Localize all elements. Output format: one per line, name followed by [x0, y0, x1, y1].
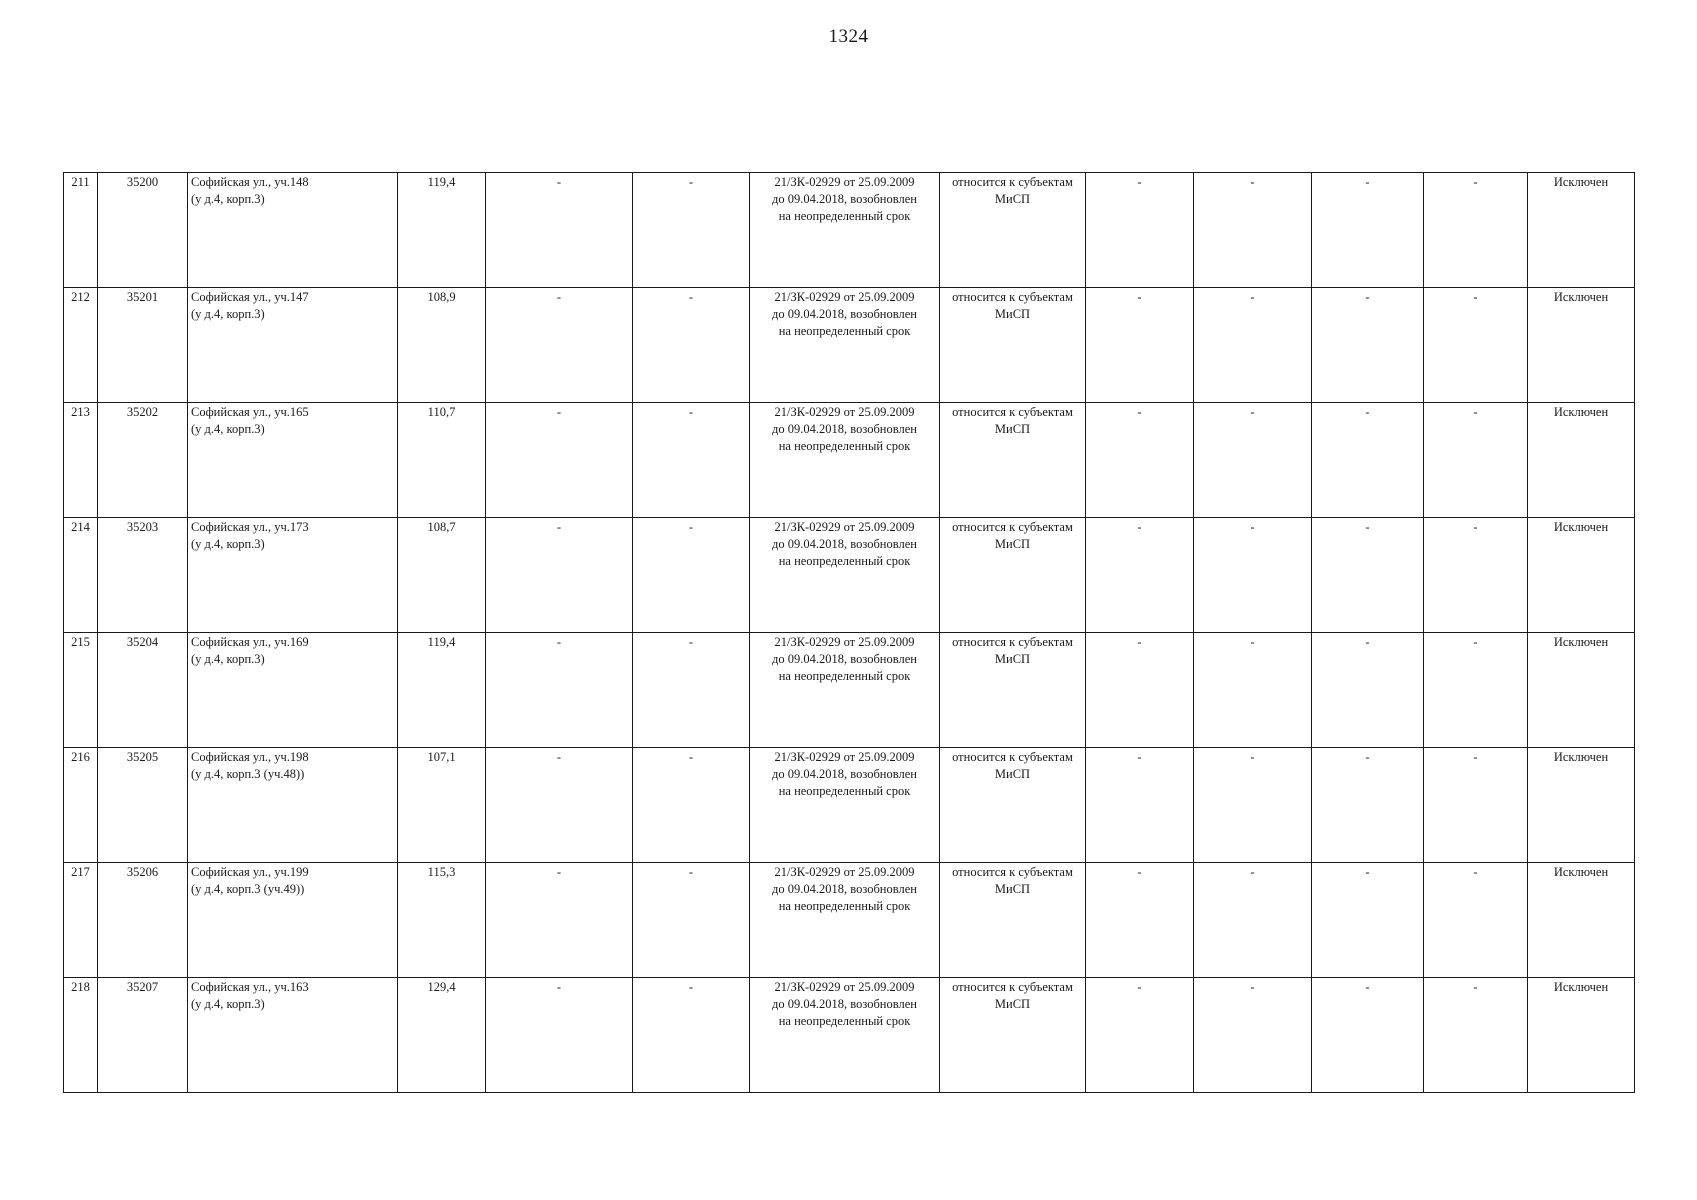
- column-6-value: -: [633, 518, 750, 633]
- object-code: 35207: [98, 978, 188, 1093]
- object-code: 35205: [98, 748, 188, 863]
- contract-line: до 09.04.2018, возобновлен: [772, 652, 917, 666]
- row-number: 214: [64, 518, 98, 633]
- address-line: (у д.4, корп.3 (уч.48)): [191, 767, 305, 781]
- contract-line: до 09.04.2018, возобновлен: [772, 422, 917, 436]
- column-12-value: -: [1424, 978, 1528, 1093]
- table-row: [64, 978, 1635, 1093]
- column-11-value: -: [1312, 173, 1424, 288]
- column-12-value: -: [1424, 173, 1528, 288]
- address-line: Софийская ул., уч.169: [191, 635, 309, 649]
- column-10-value: -: [1194, 173, 1312, 288]
- column-5-value: -: [486, 978, 633, 1093]
- column-10-value: -: [1194, 403, 1312, 518]
- row-number: 211: [64, 173, 98, 288]
- registry-table: [63, 172, 1635, 1093]
- address-line: (у д.4, корп.3): [191, 997, 265, 1011]
- contract-line: 21/ЗК-02929 от 25.09.2009: [774, 290, 915, 304]
- column-5-value: -: [486, 288, 633, 403]
- column-6-value: -: [633, 288, 750, 403]
- area: 108,9: [398, 288, 486, 403]
- category-line: МиСП: [994, 192, 1031, 206]
- object-code: 35203: [98, 518, 188, 633]
- contract-line: 21/ЗК-02929 от 25.09.2009: [774, 405, 915, 419]
- contract-line: до 09.04.2018, возобновлен: [772, 307, 917, 321]
- column-12-value: -: [1424, 288, 1528, 403]
- column-10-value: -: [1194, 633, 1312, 748]
- contract: [750, 633, 940, 748]
- address-line: (у д.4, корп.3): [191, 307, 265, 321]
- area: 119,4: [398, 633, 486, 748]
- column-11-value: -: [1312, 288, 1424, 403]
- category-line: относится к субъектам: [952, 520, 1073, 534]
- contract-line: на неопределенный срок: [778, 899, 911, 913]
- table-row: [64, 633, 1635, 748]
- column-10-value: -: [1194, 978, 1312, 1093]
- contract-line: 21/ЗК-02929 от 25.09.2009: [774, 520, 915, 534]
- category-line: относится к субъектам: [952, 635, 1073, 649]
- table-row: [64, 748, 1635, 863]
- contract-line: на неопределенный срок: [778, 784, 911, 798]
- column-5-value: -: [486, 518, 633, 633]
- object-code: 35204: [98, 633, 188, 748]
- address-line: Софийская ул., уч.147: [191, 290, 309, 304]
- area: 108,7: [398, 518, 486, 633]
- column-11-value: -: [1312, 748, 1424, 863]
- column-5-value: -: [486, 403, 633, 518]
- column-6-value: -: [633, 403, 750, 518]
- column-11-value: -: [1312, 518, 1424, 633]
- table-row: [64, 288, 1635, 403]
- contract: [750, 403, 940, 518]
- contract-line: 21/ЗК-02929 от 25.09.2009: [774, 635, 915, 649]
- column-11-value: -: [1312, 403, 1424, 518]
- address: [188, 403, 398, 518]
- row-number: 218: [64, 978, 98, 1093]
- table-row: [64, 863, 1635, 978]
- category-line: МиСП: [994, 537, 1031, 551]
- contract-line: 21/ЗК-02929 от 25.09.2009: [774, 980, 915, 994]
- address-line: Софийская ул., уч.165: [191, 405, 309, 419]
- contract-line: 21/ЗК-02929 от 25.09.2009: [774, 175, 915, 189]
- column-6-value: -: [633, 633, 750, 748]
- address-line: Софийская ул., уч.173: [191, 520, 309, 534]
- registry-table-body: [64, 173, 1635, 1093]
- contract: [750, 978, 940, 1093]
- contract-line: на неопределенный срок: [778, 324, 911, 338]
- table-row: [64, 518, 1635, 633]
- address-line: (у д.4, корп.3): [191, 652, 265, 666]
- address: [188, 288, 398, 403]
- row-number: 215: [64, 633, 98, 748]
- column-12-value: -: [1424, 863, 1528, 978]
- category-line: относится к субъектам: [952, 750, 1073, 764]
- column-9-value: -: [1086, 403, 1194, 518]
- address: [188, 633, 398, 748]
- contract-line: до 09.04.2018, возобновлен: [772, 537, 917, 551]
- address: [188, 518, 398, 633]
- table-row: [64, 173, 1635, 288]
- contract-line: на неопределенный срок: [778, 554, 911, 568]
- contract-line: до 09.04.2018, возобновлен: [772, 767, 917, 781]
- contract-line: на неопределенный срок: [778, 439, 911, 453]
- contract-line: 21/ЗК-02929 от 25.09.2009: [774, 750, 915, 764]
- column-9-value: -: [1086, 288, 1194, 403]
- category-line: МиСП: [994, 767, 1031, 781]
- category: [940, 403, 1086, 518]
- column-6-value: -: [633, 978, 750, 1093]
- contract-line: до 09.04.2018, возобновлен: [772, 997, 917, 1011]
- category: [940, 978, 1086, 1093]
- object-code: 35202: [98, 403, 188, 518]
- contract: [750, 518, 940, 633]
- column-11-value: -: [1312, 633, 1424, 748]
- column-11-value: -: [1312, 978, 1424, 1093]
- column-5-value: -: [486, 863, 633, 978]
- address-line: (у д.4, корп.3 (уч.49)): [191, 882, 305, 896]
- column-9-value: -: [1086, 978, 1194, 1093]
- object-code: 35201: [98, 288, 188, 403]
- status: Исключен: [1528, 403, 1635, 518]
- status: Исключен: [1528, 173, 1635, 288]
- object-code: 35200: [98, 173, 188, 288]
- category-line: МиСП: [994, 422, 1031, 436]
- address: [188, 748, 398, 863]
- category: [940, 518, 1086, 633]
- category-line: МиСП: [994, 882, 1031, 896]
- category-line: относится к субъектам: [952, 175, 1073, 189]
- category-line: МиСП: [994, 307, 1031, 321]
- column-5-value: -: [486, 173, 633, 288]
- address-line: Софийская ул., уч.199: [191, 865, 309, 879]
- column-10-value: -: [1194, 863, 1312, 978]
- column-12-value: -: [1424, 403, 1528, 518]
- status: Исключен: [1528, 633, 1635, 748]
- contract-line: на неопределенный срок: [778, 669, 911, 683]
- address-line: Софийская ул., уч.163: [191, 980, 309, 994]
- address-line: (у д.4, корп.3): [191, 537, 265, 551]
- contract: [750, 288, 940, 403]
- category: [940, 633, 1086, 748]
- category: [940, 748, 1086, 863]
- status: Исключен: [1528, 863, 1635, 978]
- contract: [750, 748, 940, 863]
- row-number: 217: [64, 863, 98, 978]
- column-10-value: -: [1194, 518, 1312, 633]
- contract: [750, 173, 940, 288]
- column-12-value: -: [1424, 633, 1528, 748]
- object-code: 35206: [98, 863, 188, 978]
- status: Исключен: [1528, 288, 1635, 403]
- row-number: 213: [64, 403, 98, 518]
- category-line: МиСП: [994, 652, 1031, 666]
- column-6-value: -: [633, 173, 750, 288]
- category-line: относится к субъектам: [952, 865, 1073, 879]
- column-12-value: -: [1424, 518, 1528, 633]
- column-10-value: -: [1194, 748, 1312, 863]
- column-9-value: -: [1086, 863, 1194, 978]
- page-number: 1324: [828, 26, 869, 47]
- status: Исключен: [1528, 748, 1635, 863]
- table-row: [64, 403, 1635, 518]
- contract: [750, 863, 940, 978]
- column-5-value: -: [486, 633, 633, 748]
- address-line: (у д.4, корп.3): [191, 192, 265, 206]
- category-line: относится к субъектам: [952, 980, 1073, 994]
- column-10-value: -: [1194, 288, 1312, 403]
- address-line: Софийская ул., уч.198: [191, 750, 309, 764]
- column-11-value: -: [1312, 863, 1424, 978]
- category-line: относится к субъектам: [952, 290, 1073, 304]
- contract-line: на неопределенный срок: [778, 209, 911, 223]
- area: 107,1: [398, 748, 486, 863]
- row-number: 212: [64, 288, 98, 403]
- row-number: 216: [64, 748, 98, 863]
- address: [188, 173, 398, 288]
- category: [940, 173, 1086, 288]
- category-line: МиСП: [994, 997, 1031, 1011]
- area: 115,3: [398, 863, 486, 978]
- category: [940, 288, 1086, 403]
- contract-line: до 09.04.2018, возобновлен: [772, 192, 917, 206]
- area: 129,4: [398, 978, 486, 1093]
- category-line: относится к субъектам: [952, 405, 1073, 419]
- column-9-value: -: [1086, 633, 1194, 748]
- column-5-value: -: [486, 748, 633, 863]
- column-9-value: -: [1086, 748, 1194, 863]
- address-line: (у д.4, корп.3): [191, 422, 265, 436]
- status: Исключен: [1528, 978, 1635, 1093]
- contract-line: на неопределенный срок: [778, 1014, 911, 1028]
- column-6-value: -: [633, 748, 750, 863]
- column-9-value: -: [1086, 518, 1194, 633]
- address: [188, 978, 398, 1093]
- contract-line: до 09.04.2018, возобновлен: [772, 882, 917, 896]
- column-9-value: -: [1086, 173, 1194, 288]
- area: 110,7: [398, 403, 486, 518]
- column-6-value: -: [633, 863, 750, 978]
- area: 119,4: [398, 173, 486, 288]
- category: [940, 863, 1086, 978]
- address-line: Софийская ул., уч.148: [191, 175, 309, 189]
- address: [188, 863, 398, 978]
- column-12-value: -: [1424, 748, 1528, 863]
- status: Исключен: [1528, 518, 1635, 633]
- contract-line: 21/ЗК-02929 от 25.09.2009: [774, 865, 915, 879]
